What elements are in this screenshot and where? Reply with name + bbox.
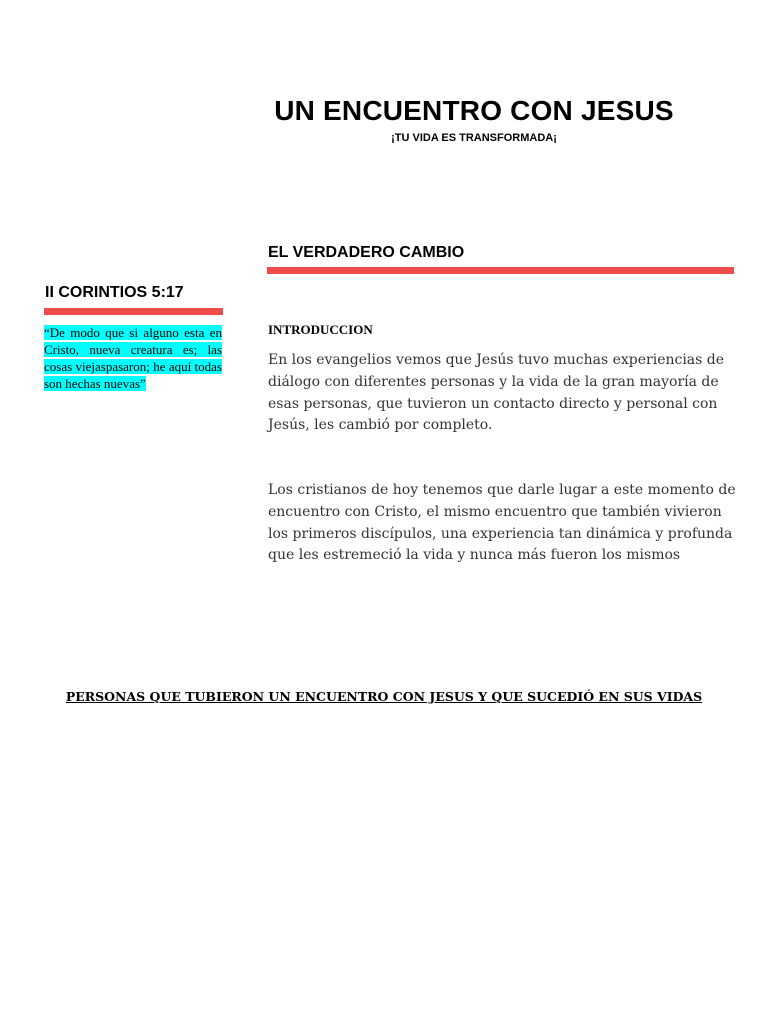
- reference-accent-bar: [44, 308, 223, 315]
- bible-reference-heading: II CORINTIOS 5:17: [45, 284, 184, 301]
- document-title: UN ENCUENTRO CON JESUS: [274, 95, 674, 126]
- quote-highlight-text: “De modo que si alguno esta en Cristo, nueva creatura es; las cosas viejaspasaron; he aquí todas son hechas nuevas”: [44, 325, 222, 391]
- introduction-label: INTRODUCCION: [268, 322, 373, 337]
- intro-paragraph-2: Los cristianos de hoy tenemos que darle lugar a este momento de encuentro con Cristo, el mismo encuentro que también vivieron los primeros discípulos, una experiencia tan dinámica y profunda que les estremeció la vida y nunca más fueron los mismos: [268, 482, 736, 564]
- section-accent-bar: [267, 267, 734, 274]
- section-heading: EL VERDADERO CAMBIO: [268, 244, 465, 261]
- document-subtitle: ¡TU VIDA ES TRANSFORMADA¡: [391, 132, 557, 144]
- intro-paragraph-1: En los evangelios vemos que Jesús tuvo muchas experiencias de diálogo con diferentes personas y la vida de la gran mayoría de esas personas, que tuvieron un contacto directo y personal con Jesús, les cambió por completo.: [268, 352, 725, 434]
- persons-heading: PERSONAS QUE TUBIERON UN ENCUENTRO CON JESUS Y QUE SUCEDIÓ EN SUS VIDAS: [65, 689, 703, 704]
- bible-quote: [44, 324, 222, 392]
